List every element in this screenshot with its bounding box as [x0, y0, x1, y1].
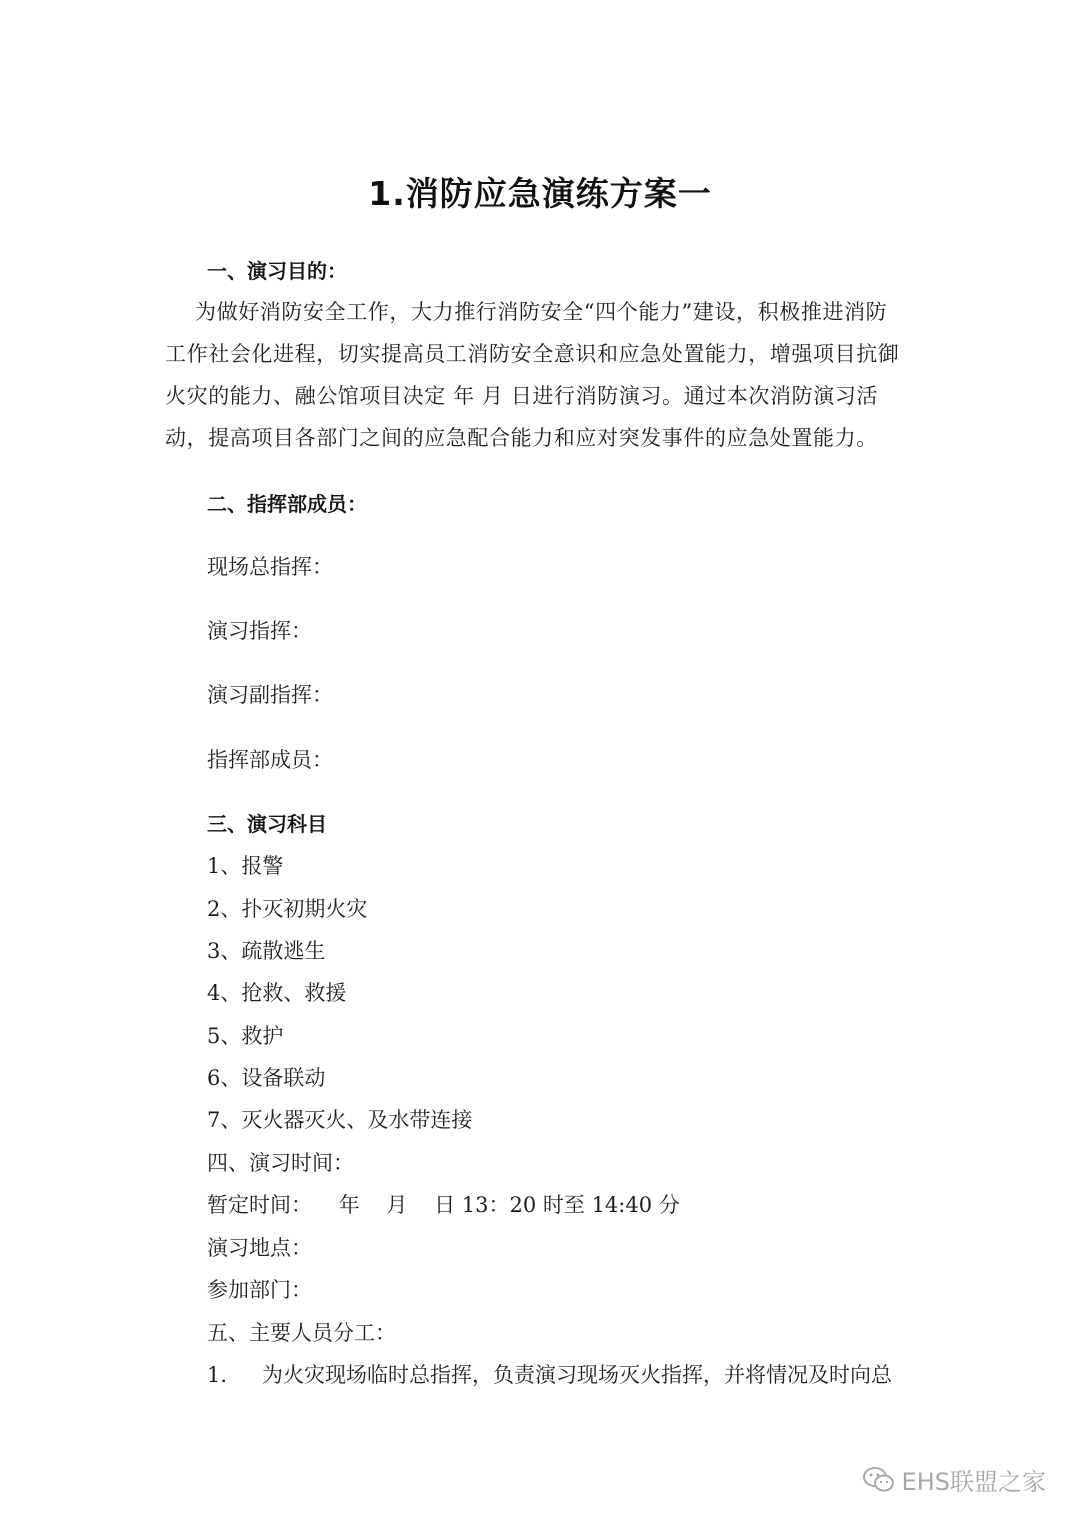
drill-location: 演习地点： [207, 1236, 312, 1260]
command-item: 演习指挥： [207, 619, 312, 643]
section-heading-subjects: 三、演习科目 [207, 812, 327, 836]
command-item: 指挥部成员： [207, 748, 333, 772]
section-heading-command: 二、指挥部成员： [207, 492, 367, 516]
subject-item: 3、疏散逃生 [207, 939, 326, 963]
command-item: 现场总指挥： [207, 555, 333, 579]
wechat-icon [862, 1465, 896, 1495]
page-title: 1.消防应急演练方案一 [368, 174, 712, 213]
section-heading-time: 四、演习时间： [207, 1151, 354, 1175]
section-heading-purpose: 一、演习目的： [207, 259, 347, 283]
paragraph-line: 为做好消防安全工作，大力推行消防安全“四个能力”建设，积极推进消防 [195, 300, 888, 324]
subject-item: 6、设备联动 [207, 1066, 326, 1090]
subject-item: 1、报警 [207, 854, 284, 878]
paragraph-line: 工作社会化进程，切实提高员工消防安全意识和应急处置能力，增强项目抗御 [165, 342, 900, 366]
command-item: 演习副指挥： [207, 683, 333, 707]
subject-item: 5、救护 [207, 1024, 284, 1048]
watermark [862, 1462, 1046, 1497]
role-item-text: 为火灾现场临时总指挥，负责演习现场灭火指挥，并将情况及时向总 [262, 1363, 892, 1387]
watermark-text: EHS联盟之家 [901, 1468, 1046, 1496]
subject-item: 2、扑灭初期火灾 [207, 897, 368, 921]
role-item-number: 1. [207, 1363, 228, 1387]
paragraph-line: 动，提高项目各部门之间的应急配合能力和应对突发事件的应急处置能力。 [165, 426, 878, 450]
participating-departments: 参加部门： [207, 1278, 312, 1302]
paragraph-line: 火灾的能力、融公馆项目决定 年 月 日进行消防演习。通过本次消防演习活 [165, 384, 879, 408]
subject-item: 4、抢救、救援 [207, 981, 347, 1005]
section-heading-roles: 五、主要人员分工： [207, 1321, 396, 1345]
schedule-time: 暂定时间： 年 月 日 13：20 时至 14:40 分 [207, 1193, 680, 1217]
subject-item: 7、灭火器灭火、及水带连接 [207, 1108, 473, 1132]
